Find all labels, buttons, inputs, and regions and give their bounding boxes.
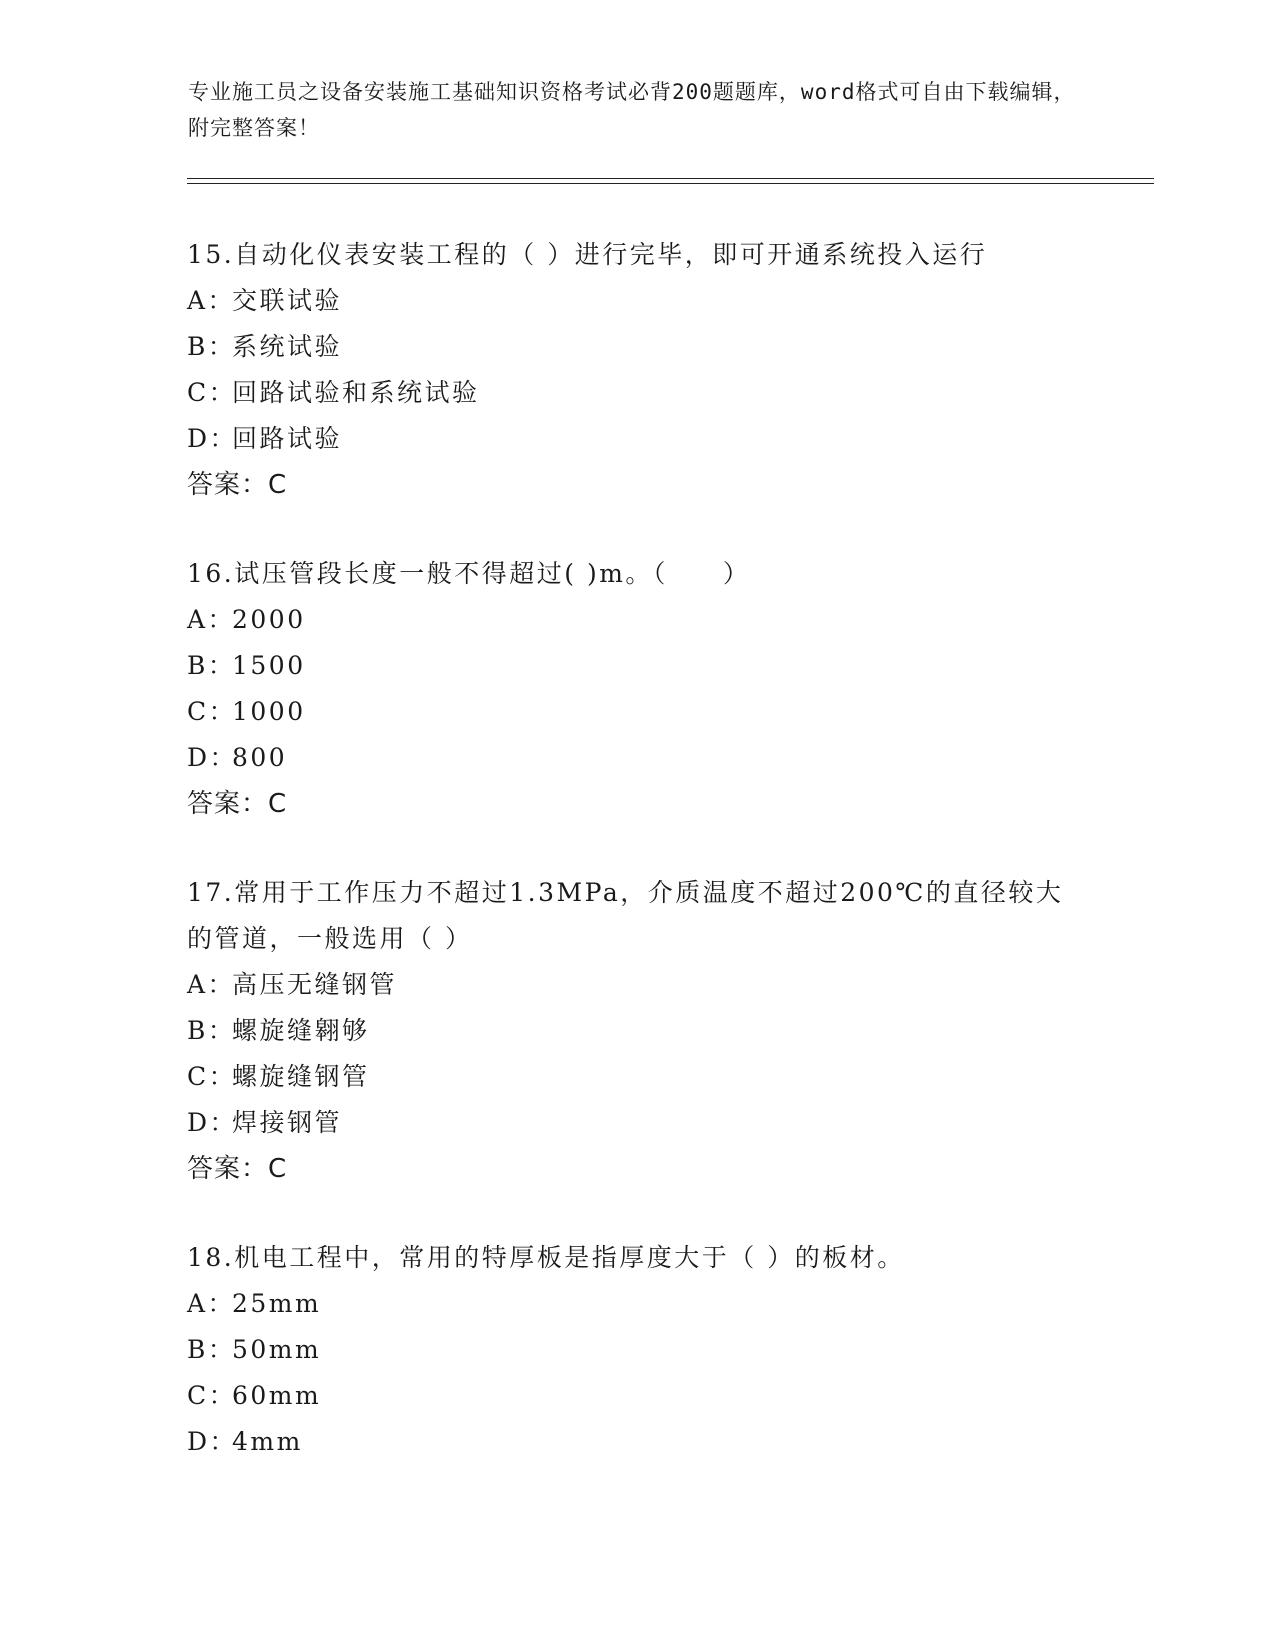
option-b <box>187 1327 1087 1373</box>
option-letter: C： <box>187 1381 237 1410</box>
answer-line: 答案：C <box>187 470 288 500</box>
option-c <box>187 1373 1087 1419</box>
option-b <box>187 324 1087 370</box>
option-text: 50mm <box>232 1335 322 1364</box>
option-a <box>187 1281 1087 1327</box>
option-letter: A： <box>187 970 236 999</box>
option-a <box>187 597 1087 643</box>
option-letter: B： <box>187 1335 236 1364</box>
option-text: 螺旋缝翱够 <box>232 1016 370 1045</box>
question-list <box>187 232 1087 1508</box>
question-16 <box>187 551 1087 827</box>
option-letter: D： <box>187 743 238 772</box>
option-text: 高压无缝钢管 <box>232 970 398 999</box>
option-text: 1000 <box>232 697 306 726</box>
option-text: 回路试验 <box>232 424 343 453</box>
answer-line: 答案：C <box>187 1154 288 1184</box>
option-c <box>187 370 1087 416</box>
option-text: 1500 <box>232 651 306 680</box>
option-text: 60mm <box>232 1381 322 1410</box>
option-letter: D： <box>187 424 238 453</box>
option-d <box>187 1419 1087 1465</box>
question-stem: 15.自动化仪表安装工程的（ ）进行完毕，即可开通系统投入运行 <box>187 240 988 269</box>
option-b <box>187 1008 1087 1054</box>
option-letter: A： <box>187 605 236 634</box>
option-a <box>187 278 1087 324</box>
option-letter: D： <box>187 1108 238 1137</box>
option-letter: C： <box>187 378 237 407</box>
option-text: 焊接钢管 <box>232 1108 343 1137</box>
option-b <box>187 643 1087 689</box>
header-divider-bottom <box>187 183 1154 184</box>
question-stem: 18.机电工程中，常用的特厚板是指厚度大于（ ）的板材。 <box>187 1243 905 1272</box>
option-letter: A： <box>187 286 236 315</box>
option-letter: B： <box>187 332 236 361</box>
option-a <box>187 962 1087 1008</box>
option-text: 25mm <box>232 1289 322 1318</box>
question-15 <box>187 232 1087 508</box>
option-text: 800 <box>232 743 288 772</box>
header-divider-top <box>187 178 1154 179</box>
option-text: 交联试验 <box>232 286 343 315</box>
option-letter: D： <box>187 1427 238 1456</box>
option-letter: A： <box>187 1289 236 1318</box>
question-17 <box>187 870 1087 1192</box>
option-text: 2000 <box>232 605 306 634</box>
option-letter: B： <box>187 1016 236 1045</box>
question-18 <box>187 1235 1087 1465</box>
answer-line: 答案：C <box>187 789 288 819</box>
option-d <box>187 416 1087 462</box>
option-c <box>187 689 1087 735</box>
option-letter: C： <box>187 697 237 726</box>
option-text: 螺旋缝钢管 <box>232 1062 370 1091</box>
option-d <box>187 1100 1087 1146</box>
option-letter: C： <box>187 1062 237 1091</box>
option-c <box>187 1054 1087 1100</box>
question-stem: 16.试压管段长度一般不得超过( )m。（ ） <box>187 559 751 588</box>
question-stem: 17.常用于工作压力不超过1.3MPa，介质温度不超过200℃的直径较大的管道，一般选用（ ） <box>187 878 1064 953</box>
document-header: 专业施工员之设备安装施工基础知识资格考试必背200题题库，word格式可自由下载编辑，附完整答案！ <box>188 80 1076 140</box>
option-letter: B： <box>187 651 236 680</box>
option-text: 系统试验 <box>232 332 343 361</box>
option-text: 回路试验和系统试验 <box>232 378 480 407</box>
option-text: 4mm <box>232 1427 303 1456</box>
option-d <box>187 735 1087 781</box>
